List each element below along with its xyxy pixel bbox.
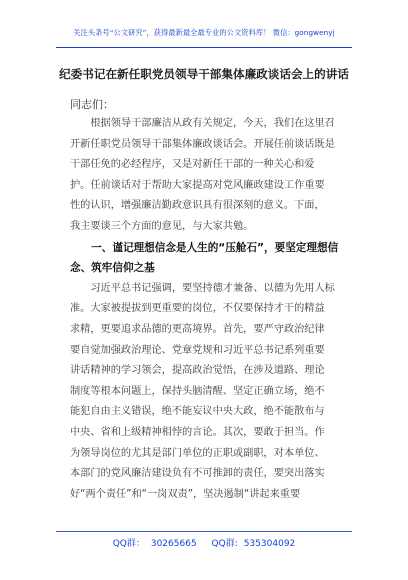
section-heading-line: 一、谨记理想信念是人生的“压舱石”，要坚定理想信 (70, 241, 339, 254)
salutation: 同志们： (70, 98, 114, 111)
qq-group-1-label: QQ群： (112, 539, 145, 549)
paragraph-line: 制度等根本问题上，保持头脑清醒、坚定正确立场，绝不 (70, 385, 325, 397)
paragraph-line: 能犯自由主义错误，绝不能妄议中央大政，绝不能散布与 (70, 406, 325, 418)
paragraph-line: 求精，更要追求品德的更高境界。首先，要严守政治纪律 (70, 324, 325, 335)
paragraph-line: 要自觉加强政治理论、党章党规和习近平总书记系列重要 (70, 344, 325, 356)
qq-group-1 (110, 539, 200, 549)
qq-group-1-number: 30265665 (150, 539, 197, 549)
paragraph-line: 性的认识，增强廉洁勤政意识具有很深刻的意义。下面， (70, 200, 325, 212)
paragraph-line: 根据领导干部廉洁从政有关规定，今天，我们在这里召 (70, 118, 335, 129)
paragraph-line: 讲话精神的学习领会，提高政治觉悟，在涉及道路、理论 (70, 365, 325, 377)
paragraph-line: 护。任前谈话对于帮助大家提高对党风廉政建设工作重要 (70, 179, 325, 191)
qq-group-2 (209, 539, 299, 549)
document-title: 纪委书记在新任职党员领导干部集体廉政谈话会上的讲话 (59, 67, 349, 81)
header-divider (56, 47, 352, 48)
paragraph-line: 中央、省和上级精神相悖的言论。其次，要敢于担当。作 (70, 427, 325, 438)
paragraph-line: 我主要谈三个方面的意见，与大家共勉。 (70, 221, 254, 232)
header-banner: 关注头条号“公文研究”，获得最新最全最专业的公文资料库！ 微信：gongwenyj (73, 28, 335, 37)
section-heading-line: 念、筑牢信仰之基 (70, 262, 155, 275)
qq-group-2-label: QQ群: (211, 539, 238, 549)
paragraph-line: 为领导岗位的尤其是部门单位的正职或副职，对本单位、 (70, 447, 325, 459)
paragraph-line: 习近平总书记强调，要坚持德才兼备、以德为先用人标 (70, 282, 335, 294)
paragraph-line: 开新任职党员领导干部集体廉政谈话会。开展任前谈话既是 (70, 138, 335, 150)
paragraph-line: 干部任免的必经程序，又是对新任干部的一种关心和爱 (70, 159, 315, 171)
paragraph-line: 准。大家被提拔到更重要的岗位，不仅要保持才干的精益 (70, 303, 325, 315)
paragraph-line: 好“两个责任”和“一岗双责”，坚决遏制“讲起来重要 (70, 488, 301, 500)
paragraph-line: 本部门的党风廉洁建设负有不可推卸的责任，要突出落实 (70, 468, 325, 480)
footer-contact (0, 536, 408, 549)
footer-divider (56, 531, 352, 532)
qq-group-2-number: 535304092 (243, 539, 296, 549)
